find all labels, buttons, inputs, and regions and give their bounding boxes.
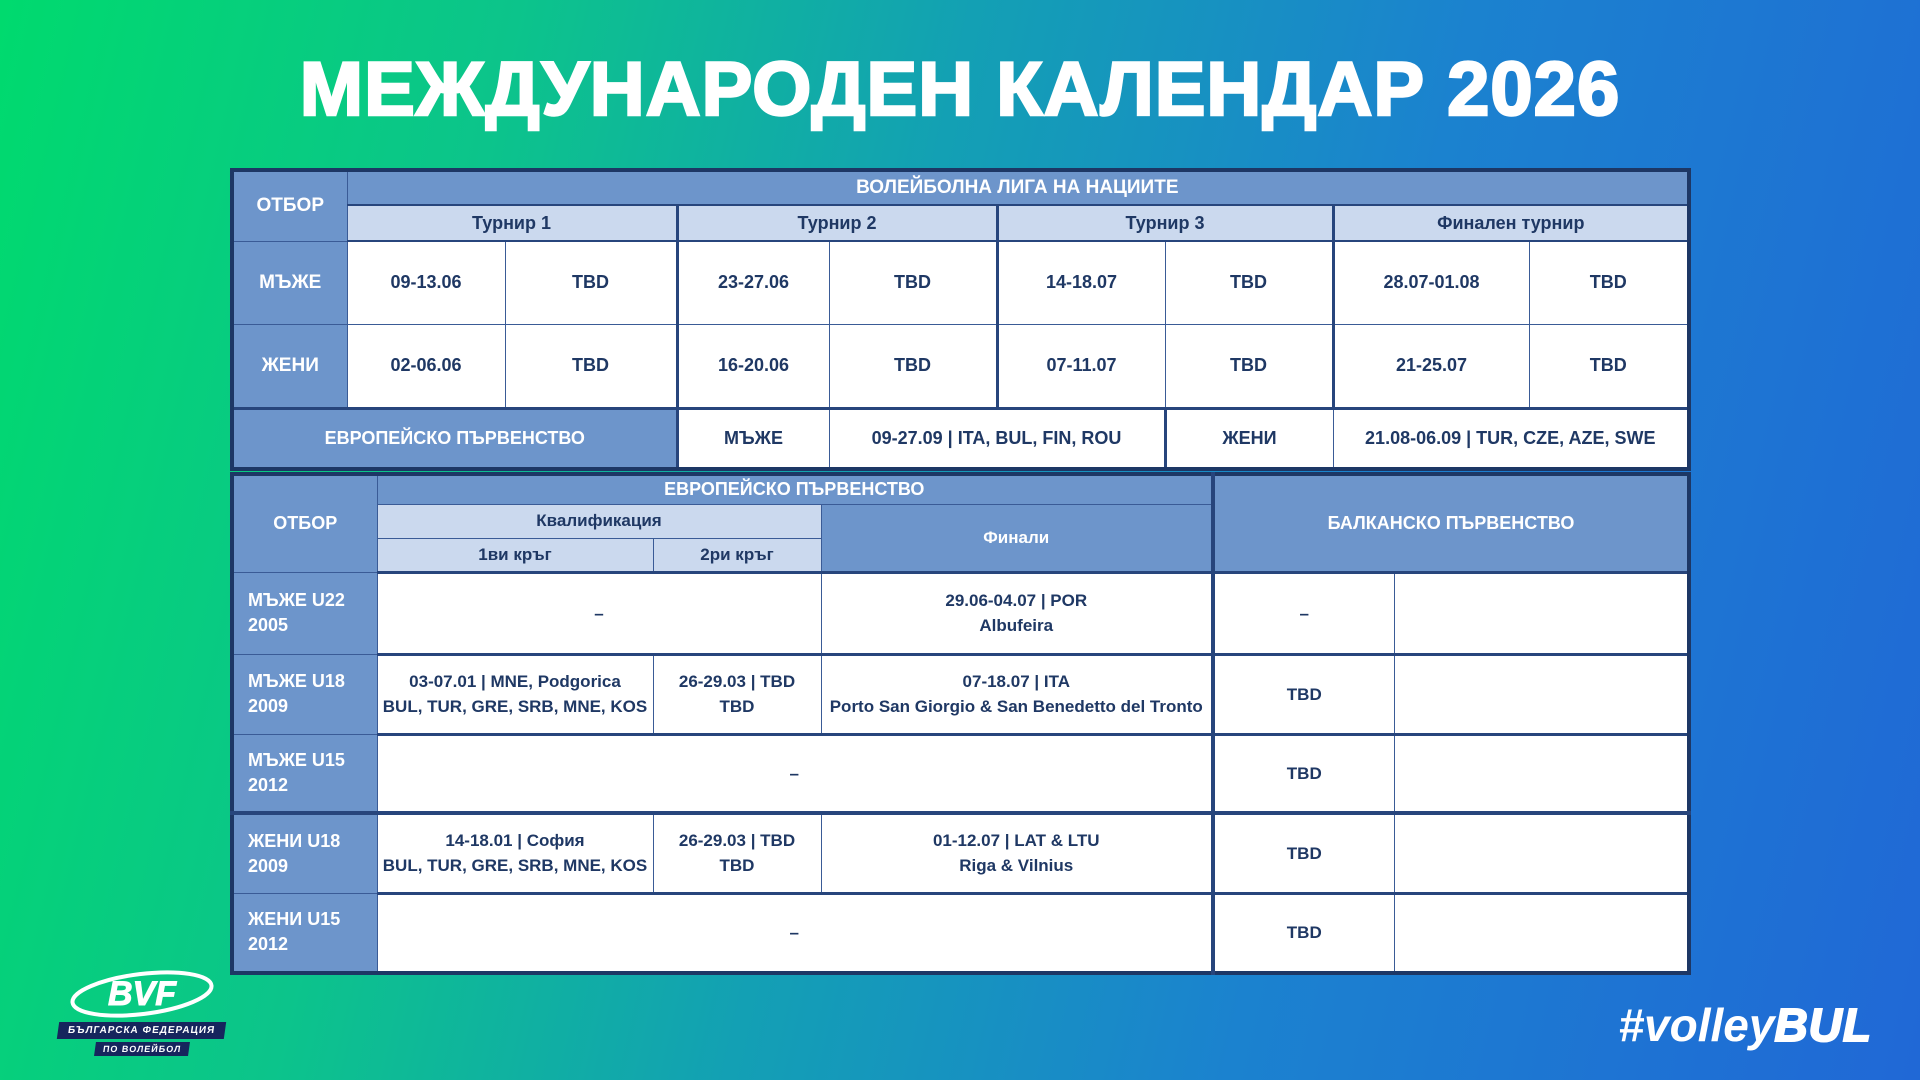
team-year: 2012 — [248, 934, 289, 955]
euro-men-label: МЪЖЕ — [677, 408, 829, 469]
finals-dates: 01-12.07 | LAT & LTU — [932, 831, 1100, 851]
round1-dates: 03-07.01 | MNE, Podgorica — [409, 672, 621, 691]
finals-header: Финали — [821, 504, 1213, 572]
euro-women-label: ЖЕНИ — [1165, 408, 1333, 469]
vnl-tournament-2-header: Турнир 2 — [677, 205, 997, 241]
team-year: 2009 — [248, 696, 289, 716]
u18m-round2-cell — [653, 654, 821, 734]
hashtag-volley-text: #volley — [1618, 999, 1775, 1051]
round1-teams: BUL, TUR, GRE, SRB, MNE, KOS — [382, 856, 648, 876]
vnl-men-cell: 09-13.06 — [347, 241, 505, 324]
round1-dates: 14-18.01 | София — [445, 831, 585, 851]
bvf-logo-text: BVF — [108, 975, 176, 1013]
u18m-finals-cell — [821, 654, 1213, 734]
volleybul-hashtag — [1618, 998, 1872, 1052]
balkan-championship-header: БАЛКАНСКО ПЪРВЕНСТВО — [1213, 474, 1689, 572]
u18m-balkan-cell: TBD — [1213, 654, 1394, 734]
team-name: ЖЕНИ U15 — [248, 909, 341, 930]
u22-qualification-cell: – — [377, 572, 821, 654]
team-label-women-u15 — [232, 893, 377, 973]
finals-venue: Riga & Vilnius — [959, 856, 1074, 876]
qualification-header: Квалификация — [377, 504, 821, 538]
team-name: МЪЖЕ U15 — [248, 749, 345, 770]
vnl-women-cell: 07-11.07 — [997, 324, 1165, 408]
vnl-women-cell: TBD — [505, 324, 677, 408]
team-name: МЪЖЕ U22 — [248, 590, 345, 610]
youth-table — [230, 472, 1691, 975]
vnl-men-team-label: МЪЖЕ — [232, 241, 347, 324]
round2-teams: TBD — [719, 697, 755, 716]
finals-venue: Albufeira — [979, 616, 1054, 635]
bvf-logo-icon — [67, 968, 217, 1020]
balkan-extra-cell — [1394, 572, 1689, 654]
vnl-tournament-1-header: Турнир 1 — [347, 205, 677, 241]
u15m-balkan-cell: TBD — [1213, 734, 1394, 813]
vnl-men-cell: TBD — [505, 241, 677, 324]
u22-finals-cell — [821, 572, 1213, 654]
round2-dates: 26-29.03 | TBD — [678, 831, 796, 851]
round2-teams: TBD — [719, 856, 755, 876]
team-year: 2005 — [248, 615, 289, 635]
balkan-extra-cell — [1394, 734, 1689, 813]
bvf-federation-line2: ПО ВОЛЕЙБОЛ — [94, 1042, 190, 1056]
vnl-men-cell: TBD — [829, 241, 997, 324]
round1-teams: BUL, TUR, GRE, SRB, MNE, KOS — [382, 697, 648, 716]
vnl-men-cell: 14-18.07 — [997, 241, 1165, 324]
youth-corner-header: ОТБОР — [232, 474, 377, 572]
vnl-banner-header: ВОЛЕЙБОЛНА ЛИГА НА НАЦИИТЕ — [347, 170, 1689, 205]
round-1-header: 1ви кръг — [377, 538, 653, 572]
vnl-men-cell: TBD — [1165, 241, 1333, 324]
u18w-round1-cell — [377, 813, 653, 893]
vnl-women-cell: TBD — [829, 324, 997, 408]
page-title: МЕЖДУНАРОДЕН КАЛЕНДАР 2026 — [299, 47, 1621, 132]
finals-venue: Porto San Giorgio & San Benedetto del Tronto — [829, 697, 1203, 716]
vnl-tournament-3-header: Турнир 3 — [997, 205, 1333, 241]
vnl-women-cell: 16-20.06 — [677, 324, 829, 408]
euro-women-dates: 21.08-06.09 | TUR, CZE, AZE, SWE — [1333, 408, 1689, 469]
u15w-merged-cell: – — [377, 893, 1213, 973]
u22-balkan-cell: – — [1213, 572, 1394, 654]
team-label-men-u22 — [232, 572, 377, 654]
vnl-men-cell: 23-27.06 — [677, 241, 829, 324]
vnl-women-cell: TBD — [1165, 324, 1333, 408]
team-name: МЪЖЕ U18 — [248, 671, 345, 691]
youth-euro-header: ЕВРОПЕЙСКО ПЪРВЕНСТВО — [377, 474, 1213, 504]
u15w-balkan-cell: TBD — [1213, 893, 1394, 973]
vnl-men-cell: 28.07-01.08 — [1333, 241, 1529, 324]
vnl-women-team-label: ЖЕНИ — [232, 324, 347, 408]
team-year: 2009 — [248, 855, 289, 876]
finals-dates: 29.06-04.07 | POR — [945, 591, 1088, 610]
u18w-round2-cell — [653, 813, 821, 893]
team-label-women-u18 — [232, 813, 377, 893]
finals-dates: 07-18.07 | ITA — [962, 672, 1070, 691]
round2-dates: 26-29.03 | TBD — [678, 672, 796, 691]
round-2-header: 2ри кръг — [653, 538, 821, 572]
u15m-merged-cell: – — [377, 734, 1213, 813]
bvf-federation-logo — [42, 968, 242, 1057]
vnl-women-cell: 02-06.06 — [347, 324, 505, 408]
u18m-round1-cell — [377, 654, 653, 734]
u18w-balkan-cell: TBD — [1213, 813, 1394, 893]
team-name: ЖЕНИ U18 — [248, 830, 341, 851]
balkan-extra-cell — [1394, 813, 1689, 893]
vnl-men-cell: TBD — [1529, 241, 1689, 324]
team-label-men-u18 — [232, 654, 377, 734]
team-year: 2012 — [248, 774, 289, 795]
balkan-extra-cell — [1394, 893, 1689, 973]
hashtag-bul-text: BUL — [1774, 999, 1872, 1051]
vnl-women-cell: 21-25.07 — [1333, 324, 1529, 408]
vnl-final-tournament-header: Финален турнир — [1333, 205, 1689, 241]
u18w-finals-cell — [821, 813, 1213, 893]
vnl-table — [230, 168, 1691, 471]
team-label-men-u15 — [232, 734, 377, 813]
balkan-extra-cell — [1394, 654, 1689, 734]
vnl-corner-header: ОТБОР — [232, 170, 347, 241]
bvf-federation-line1: БЪЛГАРСКА ФЕДЕРАЦИЯ — [57, 1022, 227, 1039]
vnl-women-cell: TBD — [1529, 324, 1689, 408]
euro-championship-label: ЕВРОПЕЙСКО ПЪРВЕНСТВО — [232, 408, 677, 469]
euro-men-dates: 09-27.09 | ITA, BUL, FIN, ROU — [829, 408, 1165, 469]
